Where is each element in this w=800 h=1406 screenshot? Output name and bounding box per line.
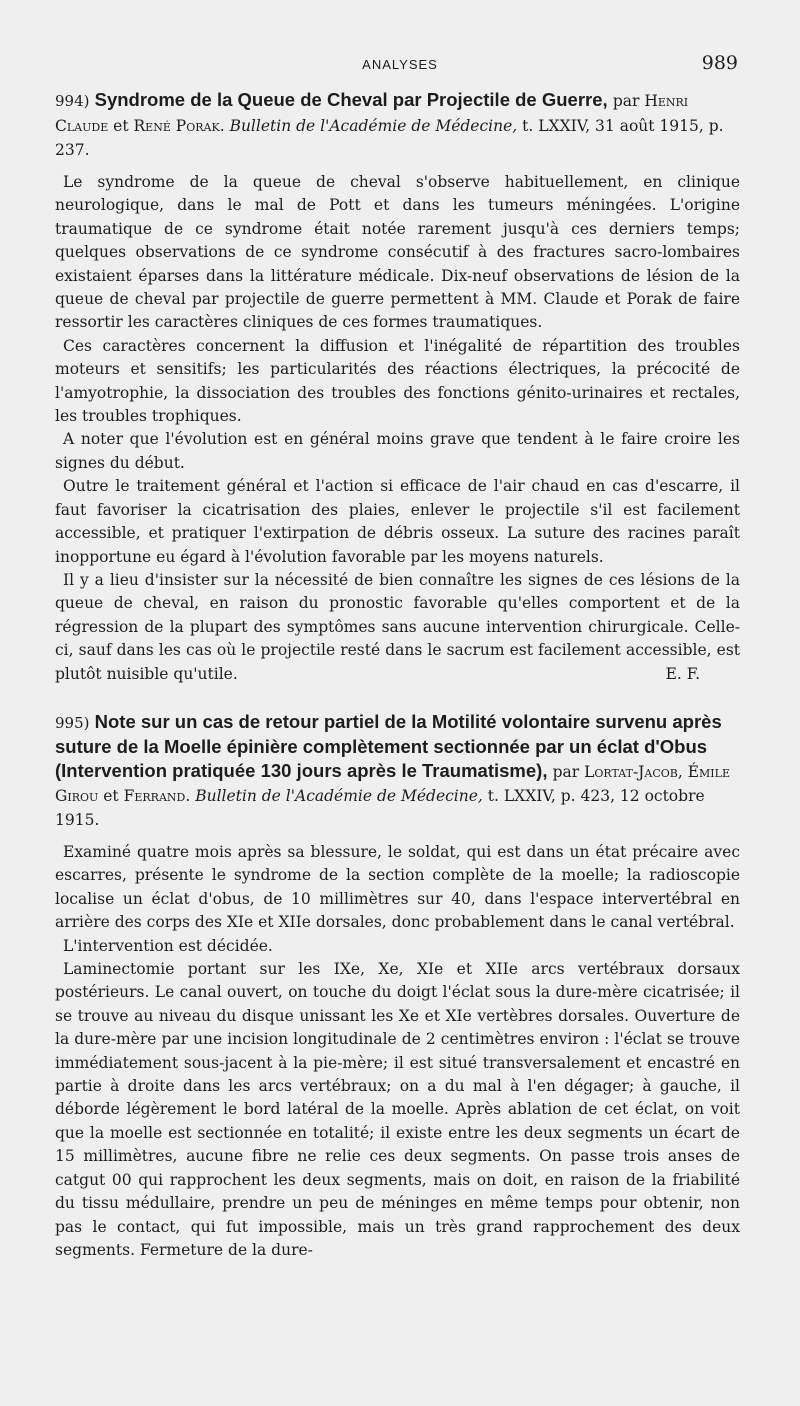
signature: E. F. — [665, 664, 700, 683]
article-994 — [55, 88, 740, 686]
author-name: René Porak. — [133, 117, 225, 135]
paragraph: Examiné quatre mois après sa blessure, le soldat, qui est dans un état précaire avec escarres, présente le syndrome de la section complète de la moelle; la radioscopie localise un éclat d'obus, de 10 millimètres sur 40, dans l'espace intervertébral en arrière des corps des XIe et XIIe dorsales, donc probablement dans le canal vertébral. — [55, 843, 740, 932]
running-head-title: ANALYSES — [362, 57, 438, 72]
article-995 — [55, 710, 740, 1262]
article-995-title: Note sur un cas de retour partiel de la Motilité volontaire survenu après suture de la Moelle épinière complètement sectionnée par un éclat d'Obus (Intervention pratiquée 130 jours après le Traumatisme), — [55, 711, 722, 781]
cite-prefix: par — [552, 763, 580, 781]
cite-details: t. LXXIV, 31 août 1915, p. 237. — [55, 117, 724, 159]
author-name: Henri Claude — [55, 92, 689, 135]
paragraph: Il y a lieu d'insister sur la nécessité de bien connaître les signes de ces lésions de la queue de cheval, en raison du pronostic favorable qu'elles comportent et de la régression de la plupart des symptômes sans aucune intervention chirurgicale. Celle-ci, sauf dans les cas où le projectile resté dans le sacrum est facilement accessible, est plutôt nuisible qu'utile. — [55, 570, 740, 683]
cite-and: et — [113, 117, 129, 135]
article-995-heading — [55, 710, 740, 831]
page-number: 989 — [701, 52, 738, 74]
cite-prefix: par — [612, 92, 640, 110]
paragraph: Le syndrome de la queue de cheval s'observe habituellement, en clinique neurologique, dans le mal de Pott et dans les tumeurs méningées. L'origine traumatique de ce syndrome était notée rarement jusqu'à ces derniers temps; quelques observations de ce syndrome consécutif à des fractures sacro-lombaires existaient éparses dans la littérature médicale. Dix-neuf observations de lésion de la queue de cheval par projectile de guerre permettent à MM. Claude et Porak de faire ressortir les caractères cliniques de ces formes traumatiques. — [55, 173, 740, 332]
paragraph: Laminectomie portant sur les IXe, Xe, XIe et XIIe arcs vertébraux dorsaux postérieurs. Le canal ouvert, on touche du doigt l'éclat sous la dure-mère cicatrisée; il se trouve au niveau du disque unissant les Xe et XIe vertèbres dorsales. Ouverture de la dure-mère par une incision longitudinale de 2 centimètres environ : l'éclat se trouve immédiatement sous-jacent à la pie-mère; il est situé transversalement et encastré en partie à droite dans les arcs vertébraux; on a du mal à l'en dégager; à gauche, il déborde légèrement le bord latéral de la moelle. Après ablation de cet éclat, on voit que la moelle est sectionnée en totalité; il existe entre les deux segments un écart de 15 millimètres, aucune fibre ne relie ces deux segments. On passe trois anses de catgut 00 qui rapprochent les deux segments, mais on doit, en raison de la friabilité du tissu médullaire, prendre un peu de méninges en même temps pour obtenir, non pas le contact, qui fut impossible, mais un très grand rapprochement des deux segments. Fermeture de la dure- — [55, 960, 740, 1259]
paragraph: Outre le traitement général et l'action si efficace de l'air chaud en cas d'escarre, il faut favoriser la cicatrisation des plaies, enlever le projectile s'il est facilement accessible, et pratiquer l'extirpation de débris osseux. La suture des racines paraît inopportune eu égard à l'évolution favorable par les moyens naturels. — [55, 477, 740, 566]
article-994-number: 994) — [55, 92, 90, 110]
journal-name: Bulletin de l'Académie de Médecine, — [195, 787, 483, 805]
paragraph: Ces caractères concernent la diffusion et l'inégalité de répartition des troubles moteurs et sensitifs; les particularités des réactions électriques, la précocité de l'amyotrophie, la dissociation des troubles des fonctions génito-urinaires et rectales, les troubles trophiques. — [55, 336, 740, 426]
last-paragraph-block — [55, 569, 740, 686]
running-head — [60, 52, 740, 76]
article-994-title: Syndrome de la Queue de Cheval par Projectile de Guerre, — [94, 89, 608, 110]
cite-details: t. LXXIV, p. 423, 12 octobre 1915. — [55, 787, 705, 829]
journal-name: Bulletin de l'Académie de Médecine, — [229, 117, 518, 135]
article-994-heading — [55, 88, 740, 161]
author-name: Émile Girou — [55, 763, 730, 805]
article-995-number: 995) — [55, 714, 90, 732]
author-name: Lortat-Jacob, — [584, 763, 683, 781]
paragraph: L'intervention est décidée. — [63, 936, 273, 955]
cite-and: et — [103, 787, 119, 805]
paragraph: A noter que l'évolution est en général moins grave que tendent à le faire croire les signes du début. — [55, 430, 740, 472]
author-name: Ferrand. — [123, 787, 191, 805]
